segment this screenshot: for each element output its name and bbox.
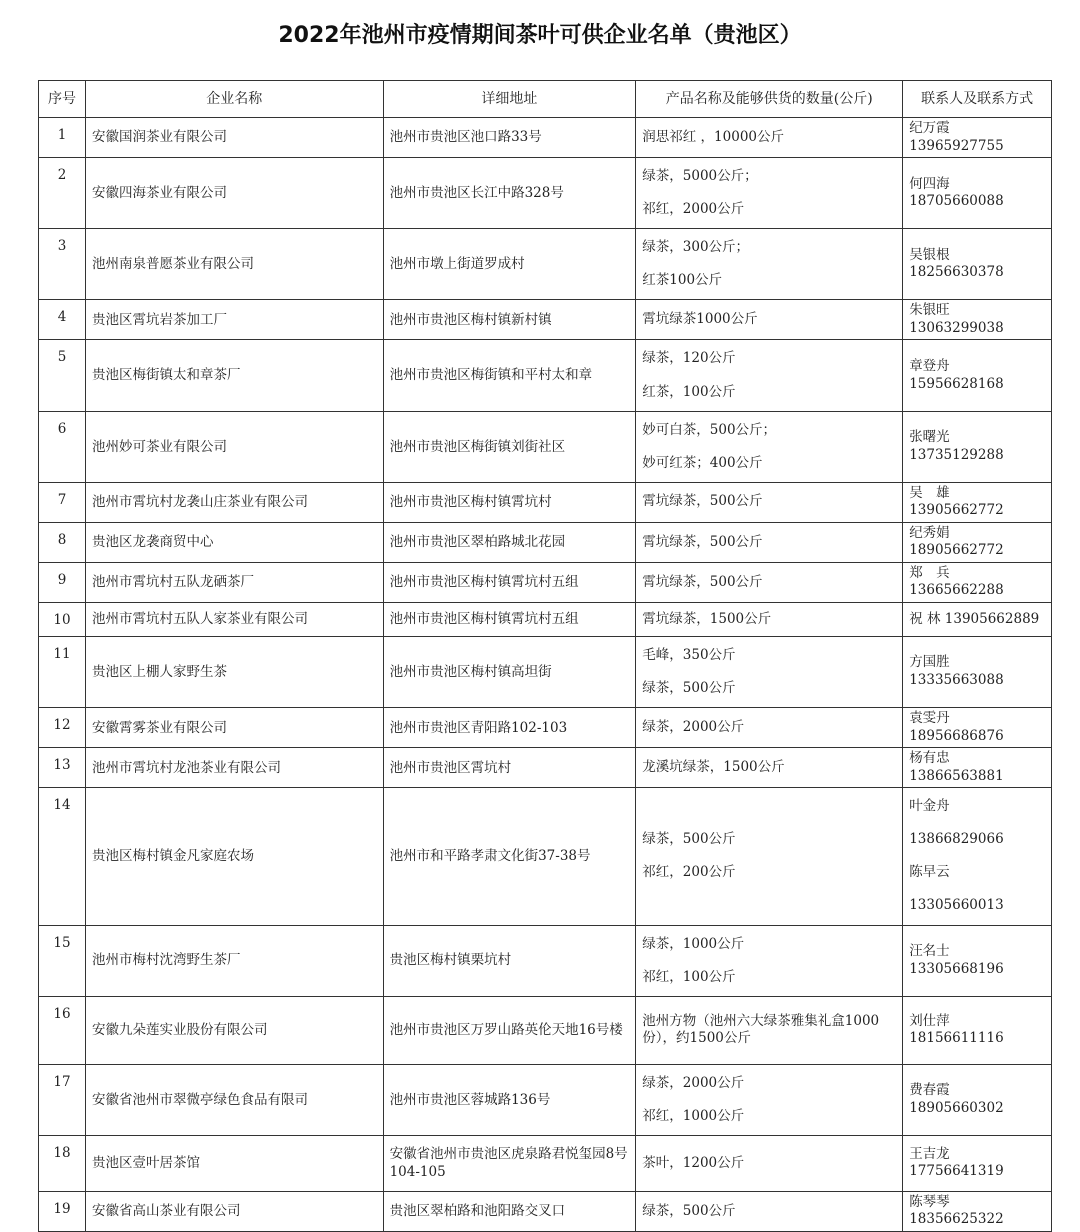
row-number: 8	[39, 522, 86, 562]
header-no: 序号	[39, 81, 86, 118]
address: 池州市贵池区梅村镇高坦街	[383, 636, 636, 707]
contact-line: 陈早云 13305660013	[909, 864, 1004, 914]
products	[636, 788, 903, 925]
table-row	[39, 562, 1052, 602]
row-number: 15	[39, 925, 86, 996]
address: 贵池区翠柏路和池阳路交叉口	[383, 1191, 636, 1231]
contact-line: 袁雯丹 18956686876	[909, 710, 1004, 744]
contact	[903, 748, 1052, 788]
company-name: 池州市霄坑村龙袭山庄茶业有限公司	[86, 482, 384, 522]
product-line: 龙溪坑绿茶，1500公斤	[642, 758, 785, 775]
products	[636, 708, 903, 748]
address: 池州市贵池区霄坑村	[383, 748, 636, 788]
products	[636, 118, 903, 158]
enterprise-table	[38, 80, 1052, 1232]
contact-line: 费春霞 18905660302	[909, 1082, 1004, 1116]
products	[636, 482, 903, 522]
row-number: 10	[39, 602, 86, 636]
company-name: 池州妙可茶业有限公司	[86, 411, 384, 482]
products	[636, 522, 903, 562]
products	[636, 636, 903, 707]
address: 贵池区梅村镇栗坑村	[383, 925, 636, 996]
contact	[903, 411, 1052, 482]
address: 池州市贵池区梅村镇霄坑村	[383, 482, 636, 522]
address: 安徽省池州市贵池区虎泉路君悦玺园8号104-105	[383, 1135, 636, 1191]
product-line: 绿茶，500公斤	[642, 680, 736, 697]
row-number: 18	[39, 1135, 86, 1191]
product-line: 池州方物（池州六大绿茶雅集礼盒1000份），约1500公斤	[642, 1012, 880, 1047]
header-contact: 联系人及联系方式	[903, 81, 1052, 118]
address: 池州市贵池区长江中路328号	[383, 158, 636, 229]
contact-line: 祝 林 13905662889	[909, 610, 1040, 627]
product-line: 毛峰，350公斤	[642, 646, 736, 663]
row-number: 17	[39, 1064, 86, 1135]
company-name: 贵池区上棚人家野生茶	[86, 636, 384, 707]
table-row	[39, 340, 1052, 411]
table-body	[39, 118, 1052, 1232]
contact	[903, 996, 1052, 1064]
table-row	[39, 996, 1052, 1064]
table-row	[39, 1135, 1052, 1191]
table-row	[39, 411, 1052, 482]
product-line: 绿茶，2000公斤	[642, 718, 745, 735]
table-row	[39, 300, 1052, 340]
product-line: 霄坑绿茶，500公斤	[642, 533, 763, 550]
contact-line: 吴 雄 13905662772	[909, 484, 1004, 519]
company-name: 安徽霄雾茶业有限公司	[86, 708, 384, 748]
contact-line: 朱银旺 13063299038	[909, 302, 1004, 336]
table-row	[39, 925, 1052, 996]
address: 池州市墩上街道罗成村	[383, 229, 636, 300]
products	[636, 158, 903, 229]
products	[636, 748, 903, 788]
address: 池州市贵池区池口路33号	[383, 118, 636, 158]
table-row	[39, 482, 1052, 522]
row-number: 12	[39, 708, 86, 748]
contact	[903, 925, 1052, 996]
company-name: 贵池区梅村镇金凡家庭农场	[86, 788, 384, 925]
company-name: 安徽国润茶业有限公司	[86, 118, 384, 158]
header-address: 详细地址	[383, 81, 636, 118]
contact	[903, 1191, 1052, 1231]
table-row	[39, 788, 1052, 925]
contact-line: 王吉龙 17756641319	[909, 1145, 1004, 1180]
company-name: 池州市霄坑村五队龙硒茶厂	[86, 562, 384, 602]
contact-line: 刘仕萍 18156611116	[909, 1012, 1004, 1047]
product-line: 绿茶，500公斤	[642, 831, 736, 848]
row-number: 3	[39, 229, 86, 300]
table-header-row	[39, 81, 1052, 118]
header-products: 产品名称及能够供货的数量(公斤)	[636, 81, 903, 118]
row-number: 5	[39, 340, 86, 411]
contact	[903, 602, 1052, 636]
company-name: 池州市梅村沈湾野生茶厂	[86, 925, 384, 996]
products	[636, 1064, 903, 1135]
contact	[903, 482, 1052, 522]
row-number: 6	[39, 411, 86, 482]
product-line: 绿茶，500公斤	[642, 1202, 736, 1219]
row-number: 11	[39, 636, 86, 707]
product-line: 绿茶，1000公斤	[642, 935, 745, 952]
contact	[903, 708, 1052, 748]
address: 池州市贵池区青阳路102-103	[383, 708, 636, 748]
contact	[903, 522, 1052, 562]
company-name: 池州南泉普愿茶业有限公司	[86, 229, 384, 300]
contact-line: 陈琴琴 18356625322	[909, 1193, 1004, 1228]
address: 池州市贵池区蓉城路136号	[383, 1064, 636, 1135]
address: 池州市和平路孝肃文化街37-38号	[383, 788, 636, 925]
product-line: 霄坑绿茶，500公斤	[642, 493, 763, 510]
contact-line: 郑 兵 13665662288	[909, 564, 1004, 599]
product-line: 绿茶，300公斤；	[642, 239, 750, 256]
contact-line: 何四海 18705660088	[909, 175, 1004, 210]
address: 池州市贵池区梅村镇霄坑村五组	[383, 562, 636, 602]
contact-line: 方国胜 13335663088	[909, 654, 1004, 689]
company-name: 贵池区霄坑岩茶加工厂	[86, 300, 384, 340]
contact-line: 张曙光 13735129288	[909, 429, 1004, 463]
products	[636, 925, 903, 996]
contact-line: 纪万霞 13965927755	[909, 120, 1004, 154]
product-line: 霄坑绿茶1000公斤	[642, 311, 758, 328]
table-row	[39, 118, 1052, 158]
header-company: 企业名称	[86, 81, 384, 118]
row-number: 2	[39, 158, 86, 229]
contact-line: 杨有忠 13866563881	[909, 750, 1004, 784]
products	[636, 411, 903, 482]
company-name: 安徽省池州市翠微亭绿色食品有限司	[86, 1064, 384, 1135]
contact	[903, 636, 1052, 707]
page-title: 2022年池州市疫情期间茶叶可供企业名单（贵池区）	[278, 23, 802, 48]
product-line: 祁红，100公斤	[642, 968, 736, 985]
row-number: 14	[39, 788, 86, 925]
row-number: 1	[39, 118, 86, 158]
product-line: 红茶，100公斤	[642, 383, 736, 400]
row-number: 4	[39, 300, 86, 340]
table-row	[39, 229, 1052, 300]
product-line: 绿茶，5000公斤；	[642, 168, 758, 185]
products	[636, 562, 903, 602]
address: 池州市贵池区梅街镇和平村太和章	[383, 340, 636, 411]
company-name: 池州市霄坑村龙池茶业有限公司	[86, 748, 384, 788]
row-number: 16	[39, 996, 86, 1064]
contact	[903, 1135, 1052, 1191]
address: 池州市贵池区梅村镇霄坑村五组	[383, 602, 636, 636]
company-name: 安徽四海茶业有限公司	[86, 158, 384, 229]
contact	[903, 229, 1052, 300]
product-line: 祁红，200公斤	[642, 864, 736, 881]
table-row	[39, 708, 1052, 748]
product-line: 绿茶，2000公斤	[642, 1074, 745, 1091]
product-line: 妙可红茶；400公斤	[642, 454, 763, 471]
address: 池州市贵池区万罗山路英伦天地16号楼	[383, 996, 636, 1064]
table-row	[39, 158, 1052, 229]
product-line: 霄坑绿茶，1500公斤	[642, 610, 772, 627]
table-row	[39, 602, 1052, 636]
row-number: 13	[39, 748, 86, 788]
company-name: 安徽九朵莲实业股份有限公司	[86, 996, 384, 1064]
product-line: 红茶100公斤	[642, 272, 723, 289]
row-number: 19	[39, 1191, 86, 1231]
contact	[903, 788, 1052, 925]
contact	[903, 158, 1052, 229]
address: 池州市贵池区翠柏路城北花园	[383, 522, 636, 562]
products	[636, 300, 903, 340]
products	[636, 1135, 903, 1191]
company-name: 贵池区龙袭商贸中心	[86, 522, 384, 562]
contact-line: 吴银根 18256630378	[909, 246, 1004, 281]
row-number: 7	[39, 482, 86, 522]
contact-line: 纪秀娟 18905662772	[909, 524, 1004, 559]
table-row	[39, 1064, 1052, 1135]
product-line: 茶叶，1200公斤	[642, 1154, 745, 1171]
company-name: 池州市霄坑村五队人家茶业有限公司	[86, 602, 384, 636]
contact-line: 章登舟 15956628168	[909, 357, 1004, 392]
table-row	[39, 636, 1052, 707]
contact	[903, 1064, 1052, 1135]
contact	[903, 340, 1052, 411]
contact	[903, 300, 1052, 340]
table-row	[39, 1191, 1052, 1231]
contact	[903, 118, 1052, 158]
products	[636, 340, 903, 411]
company-name: 贵池区壹叶居茶馆	[86, 1135, 384, 1191]
contact-line: 汪名士 13305668196	[909, 943, 1004, 977]
table-row	[39, 522, 1052, 562]
company-name: 安徽省高山茶业有限公司	[86, 1191, 384, 1231]
product-line: 祁红，1000公斤	[642, 1107, 745, 1124]
address: 池州市贵池区梅村镇新村镇	[383, 300, 636, 340]
company-name: 贵池区梅街镇太和章茶厂	[86, 340, 384, 411]
product-line: 绿茶，120公斤	[642, 350, 736, 367]
contact	[903, 562, 1052, 602]
table-row	[39, 748, 1052, 788]
address: 池州市贵池区梅街镇刘街社区	[383, 411, 636, 482]
product-line: 妙可白茶，500公斤；	[642, 421, 777, 438]
product-line: 祁红，2000公斤	[642, 201, 745, 218]
product-line: 霄坑绿茶，500公斤	[642, 573, 763, 590]
products	[636, 602, 903, 636]
products	[636, 229, 903, 300]
products	[636, 996, 903, 1064]
products	[636, 1191, 903, 1231]
contact-line: 叶金舟 13866829066	[909, 798, 1004, 848]
row-number: 9	[39, 562, 86, 602]
product-line: 润思祁红 ，10000公斤	[642, 128, 785, 145]
